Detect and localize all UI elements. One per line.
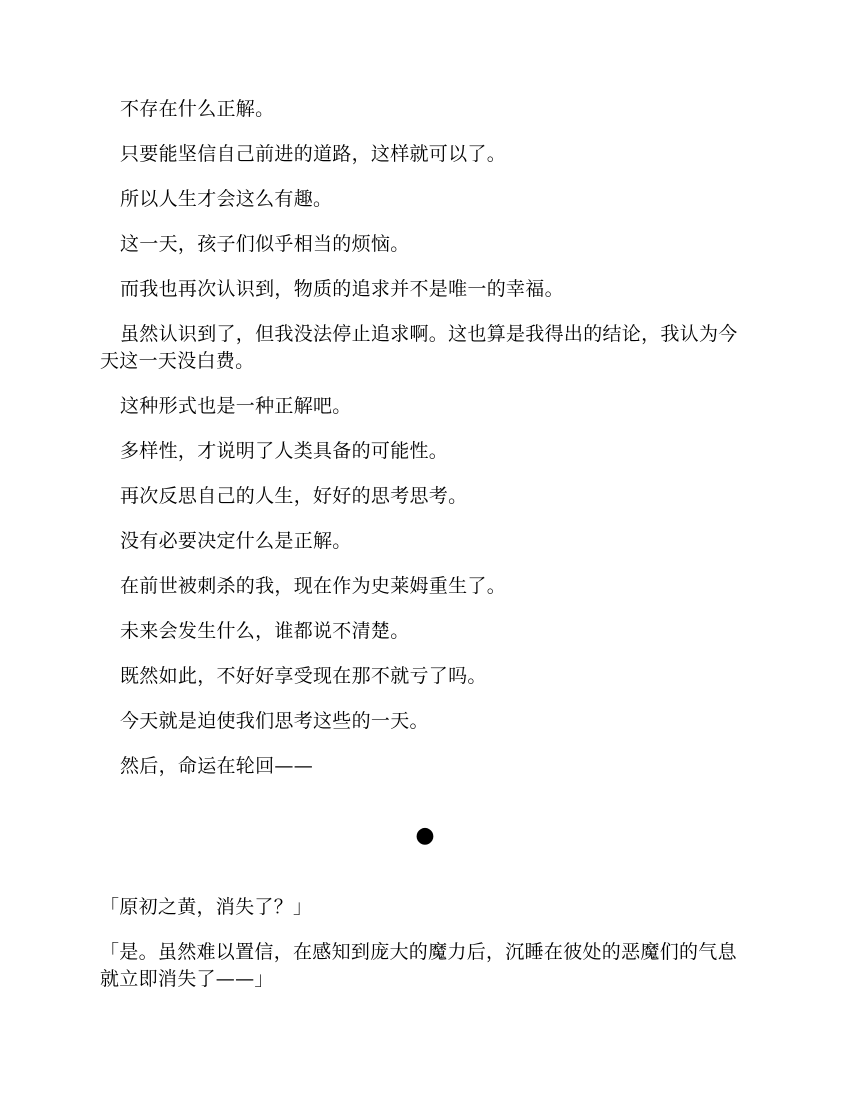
section-separator: ● — [415, 823, 435, 848]
paragraph: 今天就是迫使我们思考这些的一天。 — [120, 710, 429, 732]
paragraph: 不存在什么正解。 — [120, 98, 275, 120]
paragraph: 而我也再次认识到，物质的追求并不是唯一的幸福。 — [120, 278, 564, 300]
dialogue-paragraph: 「原初之黄，消失了？」 — [100, 896, 313, 918]
paragraph: 这一天，孩子们似乎相当的烦恼。 — [120, 233, 410, 255]
paragraph: 这种形式也是一种正解吧。 — [120, 395, 352, 417]
document-page — [100, 96, 750, 1011]
paragraph: 只要能坚信自己前进的道路，这样就可以了。 — [120, 143, 507, 165]
paragraph: 然后，命运在轮回—— — [120, 755, 314, 777]
paragraph: 虽然认识到了，但我没法停止追求啊。这也算是我得出的结论，我认为今天这一天没白费。 — [100, 323, 738, 372]
paragraph: 在前世被刺杀的我，现在作为史莱姆重生了。 — [120, 575, 507, 597]
paragraph: 既然如此，不好好享受现在那不就亏了吗。 — [120, 665, 487, 687]
paragraph: 未来会发生什么，谁都说不清楚。 — [120, 620, 410, 642]
dialogue-paragraph: 「是。虽然难以置信，在感知到庞大的魔力后，沉睡在彼处的恶魔们的气息就立即消失了——」 — [100, 941, 737, 990]
paragraph: 多样性，才说明了人类具备的可能性。 — [120, 440, 449, 462]
paragraph: 所以人生才会这么有趣。 — [120, 188, 333, 210]
paragraph: 没有必要决定什么是正解。 — [120, 530, 352, 552]
paragraph: 再次反思自己的人生，好好的思考思考。 — [120, 485, 468, 507]
